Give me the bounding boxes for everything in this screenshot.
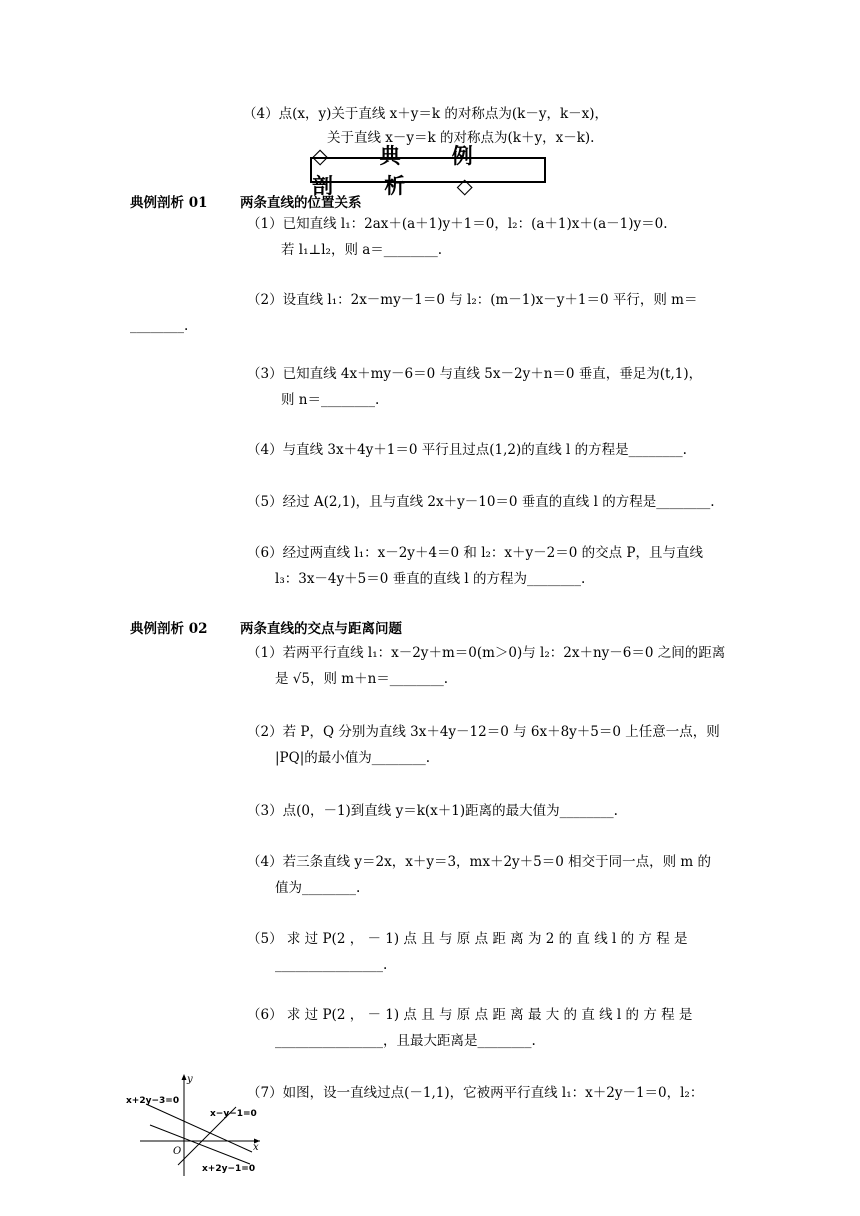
s2-question-4-line1: （4）若三条直线 y＝2x，x＋y＝3，mx＋2y＋5＝0 相交于同一点，则 m 的 <box>247 854 712 870</box>
symmetry-note-line2: 关于直线 x－y＝k 的对称点为(k＋y，x－k). <box>327 130 595 146</box>
s1-question-4: （4）与直线 3x＋4y＋1＝0 平行且过点(1,2)的直线 l 的方程是________. <box>247 442 687 458</box>
s1-question-1-line2: 若 l₁⊥l₂，则 a＝________. <box>281 242 443 258</box>
s2-question-6-line2: ________________，且最大距离是________. <box>275 1033 536 1049</box>
line-b-label: x−y−1=0 <box>210 1109 257 1119</box>
s2-question-5-line2: ________________. <box>275 957 388 973</box>
y-axis-label: y <box>187 1074 193 1085</box>
s1-question-5: （5）经过 A(2,1)，且与直线 2x＋y－10＝0 垂直的直线 l 的方程是________. <box>247 494 715 510</box>
s2-question-5-line1: （5） 求 过 P(2 ， － 1) 点 且 与 原 点 距 离 为 2 的 直 线 l 的 方 程 是 <box>247 931 688 947</box>
parallel-lines-diagram <box>126 1070 266 1180</box>
s2-question-6-line1: （6） 求 过 P(2 ， － 1) 点 且 与 原 点 距 离 最 大 的 直 线 l 的 方 程 是 <box>247 1007 693 1023</box>
s2-question-3: （3）点(0，－1)到直线 y＝k(x＋1)距离的最大值为________. <box>247 803 618 819</box>
y-axis-arrow <box>182 1074 187 1080</box>
s1-question-2-line2: ________. <box>130 318 189 334</box>
banner-text: ◇ 典 例 剖 析 ◇ <box>312 144 495 198</box>
line-c-label: x+2y−1=0 <box>202 1164 256 1174</box>
s1-question-3-line1: （3）已知直线 4x＋my－6＝0 与直线 5x－2y＋n＝0 垂直，垂足为(t,1)， <box>247 366 703 382</box>
s2-question-4-line2: 值为________. <box>275 880 361 896</box>
section-banner <box>310 144 546 198</box>
s2-question-2-line1: （2）若 P，Q 分别为直线 3x＋4y－12＝0 与 6x＋8y＋5＝0 上任意一点，则 <box>247 724 720 740</box>
s1-question-2-line1: （2）设直线 l₁：2x－my－1＝0 与 l₂：(m－1)x－y＋1＝0 平行，则 m＝ <box>247 292 698 308</box>
s2-question-7-line1: （7）如图，设一直线过点(－1,1)，它被两平行直线 l₁：x＋2y－1＝0，l₂： <box>247 1085 704 1101</box>
section1-title: 两条直线的位置关系 <box>240 195 362 211</box>
origin-label: O <box>173 1146 182 1157</box>
s1-question-6-line2: l₃：3x－4y＋5＝0 垂直的直线 l 的方程为________. <box>275 571 586 587</box>
line-a-label: x+2y−3=0 <box>126 1096 180 1106</box>
s2-question-1-line2: 是 √5，则 m＋n＝________. <box>275 671 449 687</box>
section2-title: 两条直线的交点与距离问题 <box>240 621 402 637</box>
x-axis-label: x <box>253 1142 259 1153</box>
s1-question-1-line1: （1）已知直线 l₁：2ax＋(a＋1)y＋1＝0，l₂：(a＋1)x＋(a－1)y＝0. <box>247 216 668 232</box>
section1-label: 典例剖析 01 <box>130 195 208 211</box>
s1-question-6-line1: （6）经过两直线 l₁：x－2y＋4＝0 和 l₂：x＋y－2＝0 的交点 P，且与直线 <box>247 545 704 561</box>
section2-label: 典例剖析 02 <box>130 621 208 637</box>
s1-question-3-line2: 则 n＝________. <box>281 392 380 408</box>
s2-question-1-line1: （1）若两平行直线 l₁：x－2y＋m＝0(m＞0)与 l₂：2x＋ny－6＝0 之间的距离 <box>247 645 726 661</box>
symmetry-note-line1: （4）点(x，y)关于直线 x＋y＝k 的对称点为(k－y，k－x)， <box>243 106 609 122</box>
s2-question-2-line2: |PQ|的最小值为________. <box>275 750 431 766</box>
